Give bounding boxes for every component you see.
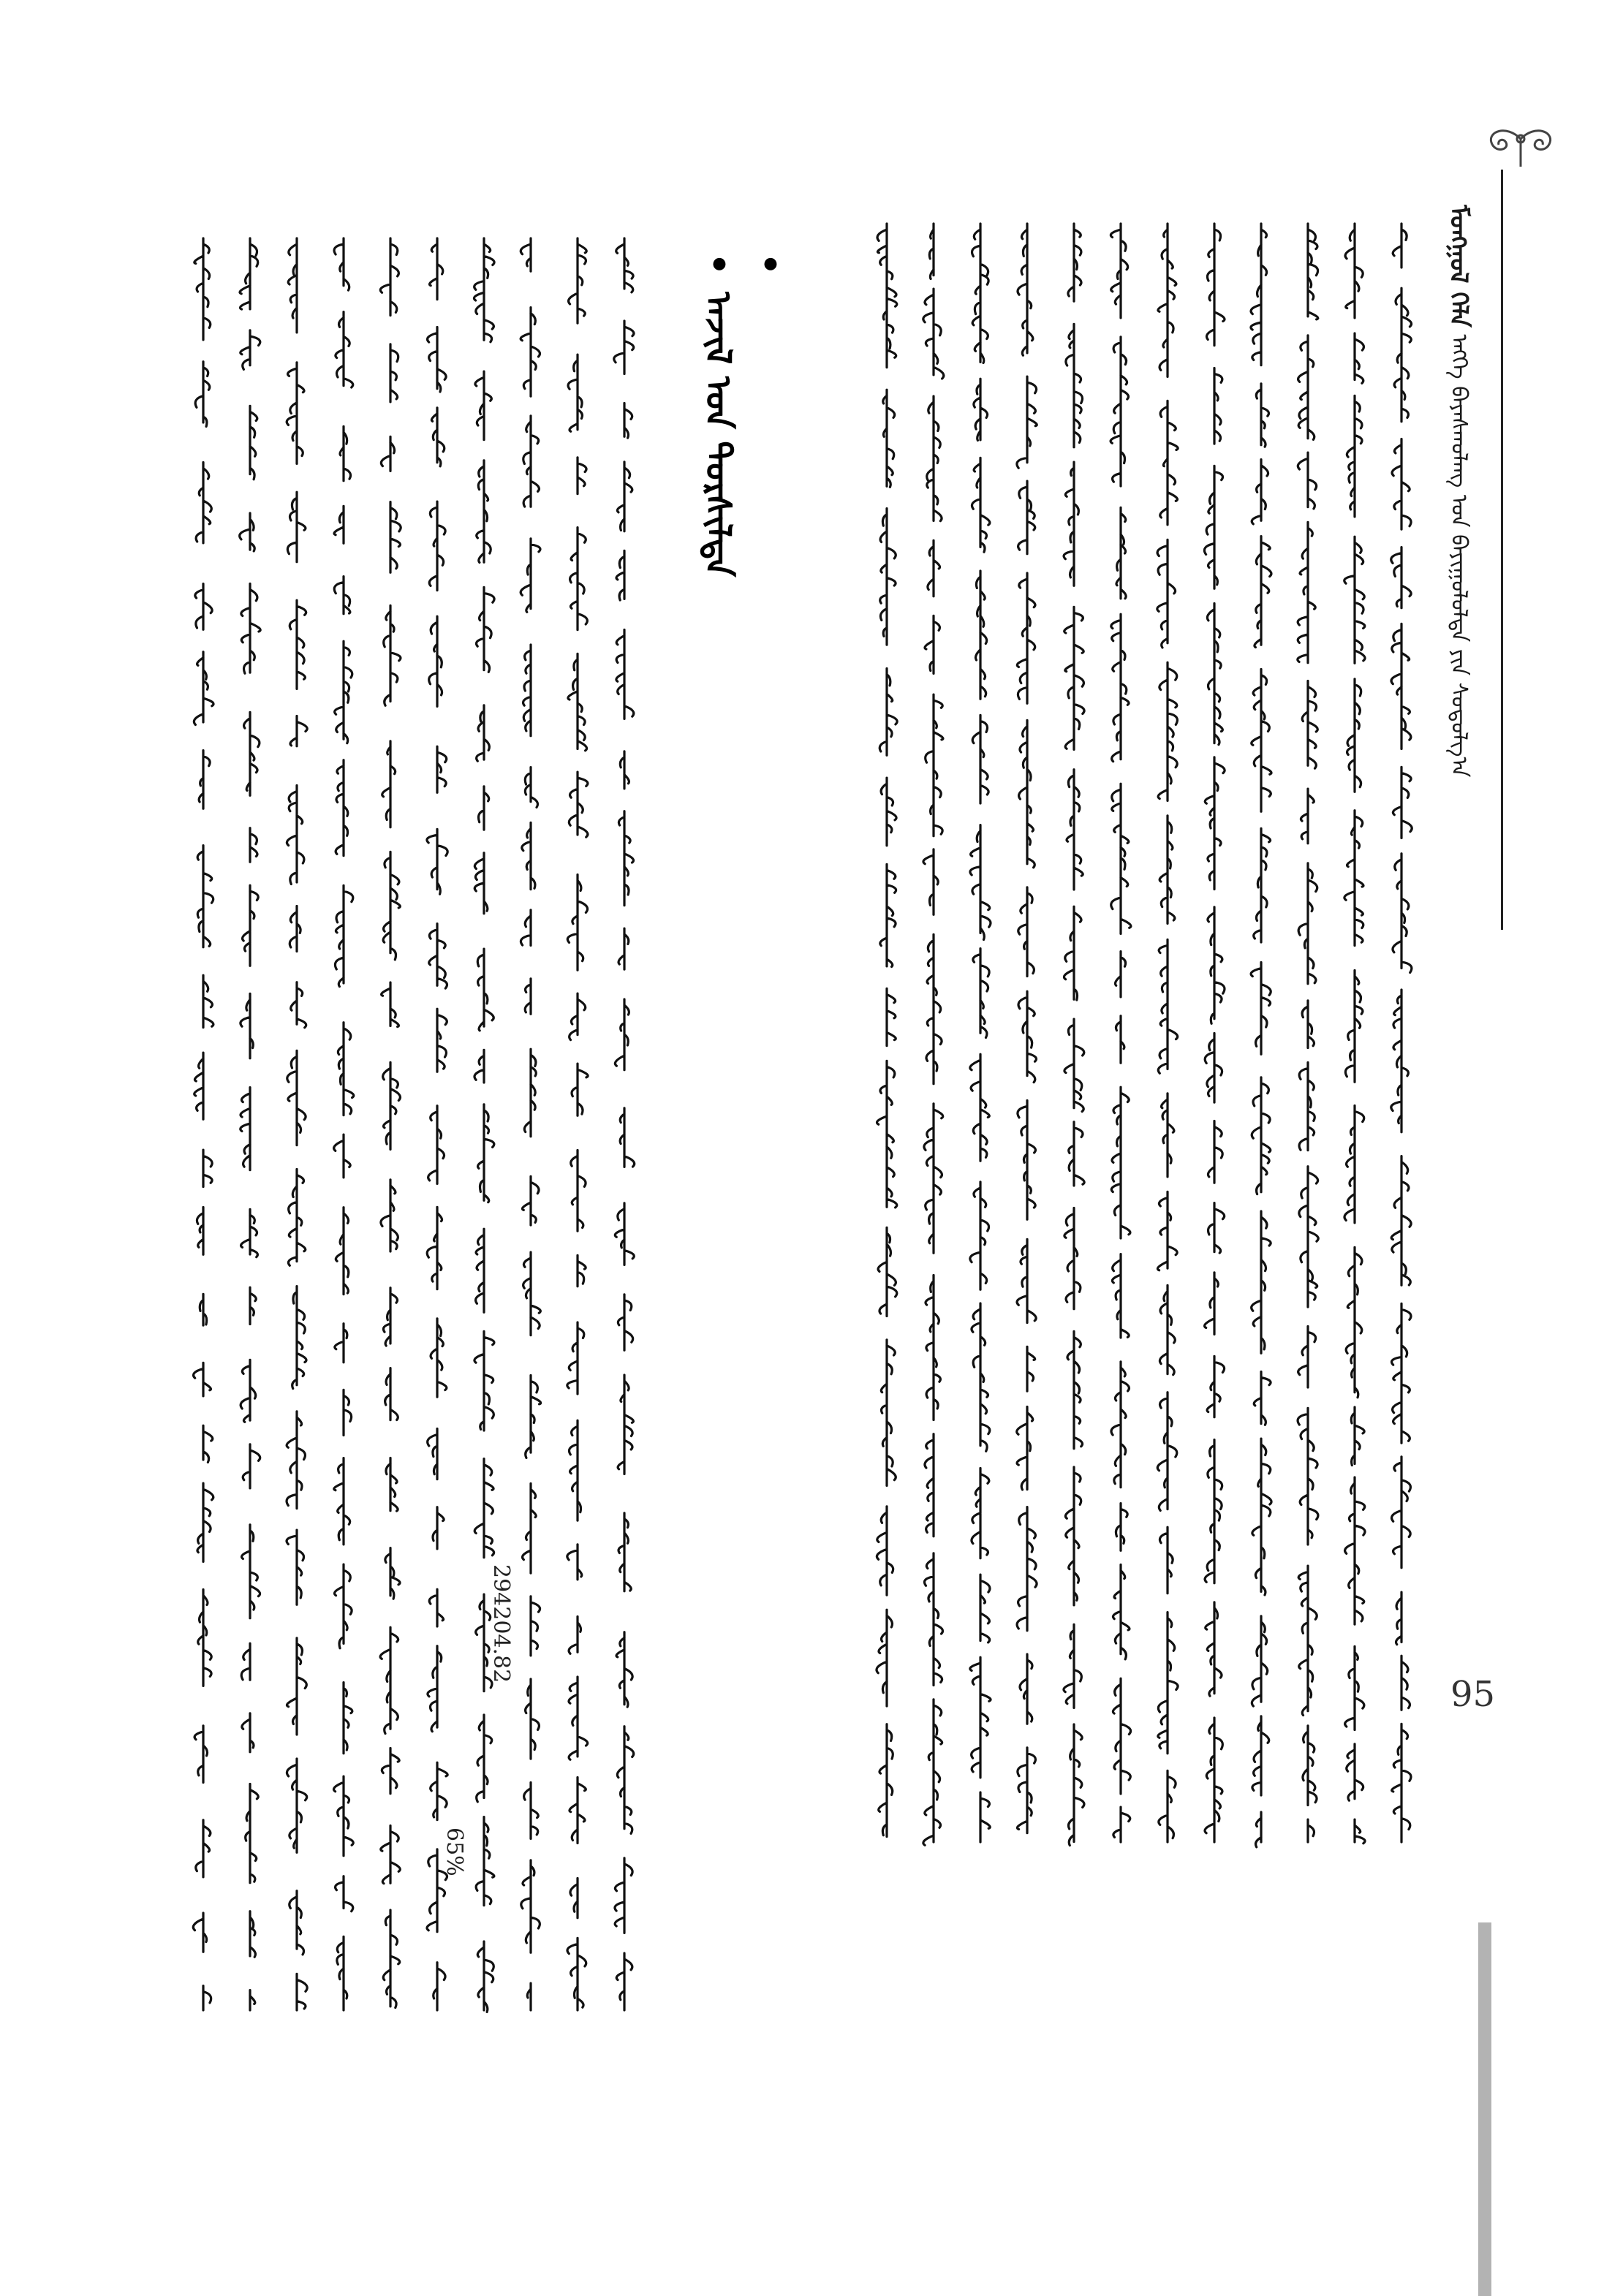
section-heading (687, 249, 790, 592)
text-column (914, 219, 953, 1849)
script-glyphs (474, 238, 494, 2012)
poem-line (186, 234, 221, 2017)
poem-line (560, 234, 595, 2017)
text-column (1054, 219, 1094, 1849)
section-heading-text: ᠠᠵᠢᠯ ᠤᠨ ᠲᠤᠷᠰᠢᠯᠲᠠ (697, 292, 738, 577)
numeric-value: 294204.82 (488, 1564, 514, 1683)
script-glyphs (1344, 224, 1365, 1844)
script-glyphs (193, 238, 213, 2010)
poem-line (279, 234, 314, 2017)
script-glyphs (614, 238, 635, 2010)
script-glyphs (1251, 224, 1271, 1847)
script-glyphs (521, 238, 541, 2010)
text-column (1382, 219, 1421, 1849)
bullet-icon: • (749, 253, 790, 276)
poem-line (420, 234, 455, 2017)
script-glyphs (287, 238, 307, 2010)
poem-line (607, 234, 642, 2017)
script-glyphs (240, 238, 260, 2010)
header-ornament-icon (1477, 124, 1565, 168)
page-number: 95 (1450, 1674, 1496, 1715)
text-column (1007, 219, 1047, 1849)
poem-line (373, 234, 408, 2017)
script-glyphs (1111, 224, 1131, 1842)
text-column (1335, 219, 1374, 1849)
running-header-title: ᠡᠩᠬᠡ ᠪᠠᠶᠠᠰᠬᠤᠯᠠᠩ ᠤᠨ ᠪᠠᠶᠢᠭᠤᠯᠤᠯᠲᠠ ᠶᠢᠨ ᠰᠤᠳᠤᠯᠭ᠎ᠠ (1446, 334, 1472, 778)
script-glyphs (427, 238, 447, 2010)
script-glyphs (1064, 224, 1084, 1846)
running-header (1444, 205, 1502, 1257)
script-glyphs (380, 238, 401, 2008)
text-column (1241, 219, 1281, 1849)
text-column (1101, 219, 1140, 1849)
poem-line (466, 234, 502, 2017)
script-glyphs (1298, 224, 1318, 1842)
script-glyphs (1017, 224, 1037, 1833)
page-edge-tab (1478, 1922, 1491, 2296)
script-glyphs (1157, 224, 1178, 1842)
script-glyphs (877, 224, 897, 1837)
text-column (1148, 219, 1187, 1849)
text-column (961, 219, 1000, 1849)
poem-line (513, 234, 548, 2017)
percent-value: 65% (442, 1827, 467, 1876)
script-glyphs (1204, 224, 1225, 1842)
script-glyphs (923, 224, 944, 1845)
script-glyphs (333, 238, 353, 2010)
text-column (1288, 219, 1328, 1849)
main-text-block (841, 219, 1418, 1849)
text-column (867, 219, 907, 1849)
text-column (1195, 219, 1234, 1849)
script-glyphs (567, 238, 588, 2010)
running-header-prefix: ᠮᠣᠩᠭᠣᠯ ᠬᠡᠯᠡ (1444, 205, 1473, 327)
poem-line (232, 234, 268, 2017)
poem-block (197, 234, 643, 2017)
script-glyphs (970, 224, 991, 1842)
bullet-icon: • (697, 253, 738, 276)
poem-line (326, 234, 361, 2017)
script-glyphs (1391, 224, 1412, 1842)
